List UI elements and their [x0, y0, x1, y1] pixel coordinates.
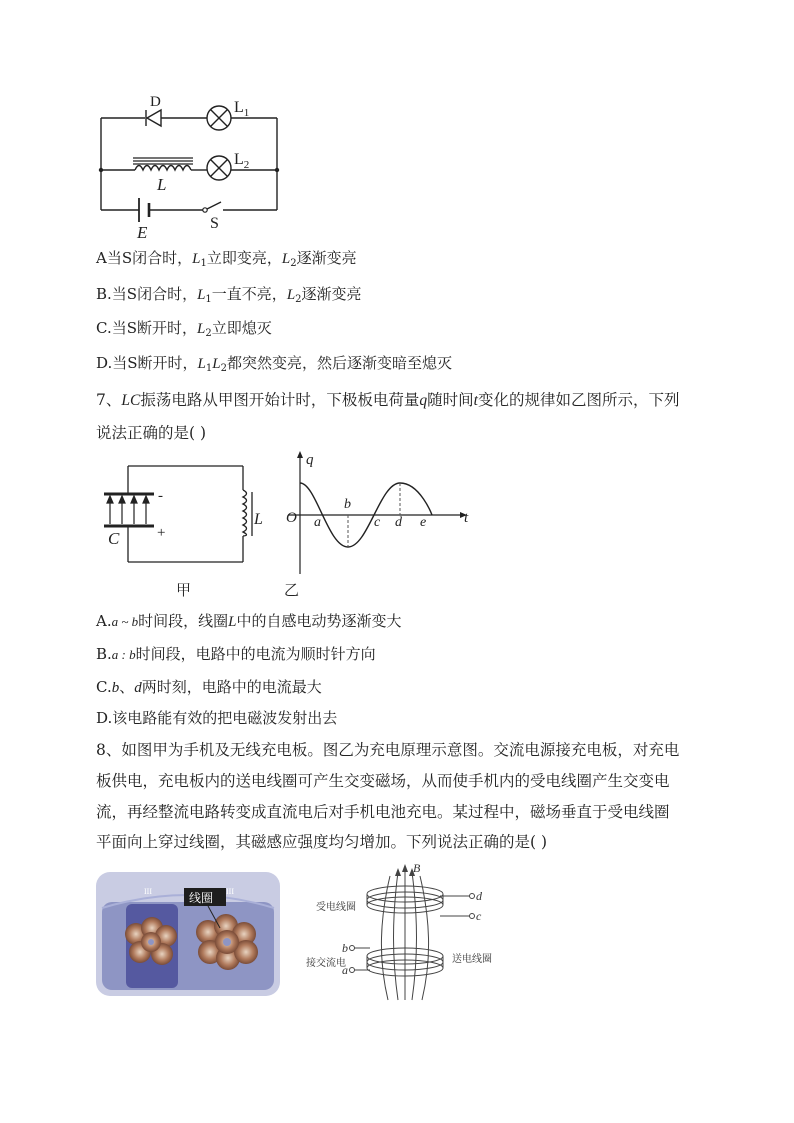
diode-label: D — [150, 94, 161, 110]
q8-stem-line2: 板供电，充电板内的送电线圈可产生交变磁场，从而使手机内的受电线圈产生交变电 — [96, 772, 670, 790]
q8-coil-schematic — [300, 858, 510, 1003]
origin-label: O — [286, 510, 297, 526]
capacitor-label: C — [108, 529, 120, 548]
q7-qt-graph — [280, 448, 480, 578]
lamp1-label: $L_1$ — [234, 99, 250, 119]
point-c-label: c — [374, 515, 381, 530]
q6-option-a[interactable]: A当S闭合时，$L_1$立即变亮，$L_2$逐渐变亮 — [96, 249, 357, 269]
q7-option-d[interactable]: D.该电路能有效的把电磁波发射出去 — [96, 709, 338, 727]
svg-text:III: III — [226, 887, 234, 896]
q-axis-label: q — [306, 452, 314, 468]
svg-text:III: III — [144, 887, 152, 896]
receive-coil-label: 受电线圈 — [316, 902, 356, 913]
lamp2-label: $L_2$ — [234, 151, 250, 171]
q7-figure-yi-caption: 乙 — [284, 581, 300, 599]
point-b-label: b — [344, 497, 351, 512]
q7-option-b[interactable]: B.a : b时间段，电路中的电流为顺时针方向 — [96, 645, 376, 663]
q7-option-c[interactable]: C.b、d两时刻，电路中的电流最大 — [96, 678, 322, 696]
q6-option-b[interactable]: B.当S闭合时，$L_1$一直不亮，$L_2$逐渐变亮 — [96, 285, 362, 305]
q8-stem-line1: 8、如图甲为手机及无线充电板。图乙为充电原理示意图。交流电源接充电板，对充电 — [96, 741, 680, 759]
q6-circuit-diagram — [95, 90, 285, 240]
b-field-label: B — [413, 861, 421, 875]
point-e-label: e — [420, 515, 427, 530]
q7-stem-line2: 说法正确的是( ) — [96, 424, 207, 442]
t-axis-label: t — [464, 510, 469, 526]
q6-option-d[interactable]: D.当S断开时，$L_1L_2$都突然变亮，然后逐渐变暗至熄灭 — [96, 354, 452, 374]
terminal-a-label: a — [342, 963, 348, 977]
terminal-c-label: c — [476, 909, 482, 923]
switch-label: S — [210, 215, 219, 232]
send-coil-label: 送电线圈 — [452, 954, 492, 965]
q7-lc-circuit-diagram — [100, 458, 270, 588]
q8-wireless-charger-photo — [96, 872, 280, 996]
q6-option-c[interactable]: C.当S断开时，$L_2$立即熄灭 — [96, 319, 272, 339]
coil-callout-label: 线圈 — [189, 891, 214, 905]
terminal-b-label: b — [342, 941, 348, 955]
inductor-label: L — [254, 511, 263, 528]
plate-plus-sign: + — [157, 525, 166, 541]
point-a-label: a — [314, 515, 321, 530]
plate-minus-sign: - — [158, 488, 163, 504]
ac-input-label: 接交流电 — [306, 958, 346, 969]
q8-stem-line3: 流，再经整流电路转变成直流电后对手机电池充电。某过程中，磁场垂直于受电线圈 — [96, 803, 670, 821]
q7-stem-line1: 7、LC振荡电路从甲图开始计时，下极板电荷量q随时间t变化的规律如乙图所示，下列 — [96, 391, 680, 409]
inductor-label: L — [157, 175, 167, 194]
point-d-label: d — [395, 515, 402, 530]
battery-label: E — [137, 223, 148, 240]
q7-figure-jia-caption: 甲 — [176, 581, 192, 599]
q8-stem-line4: 平面向上穿过线圈，其磁感应强度均匀增加。下列说法正确的是( ) — [96, 833, 548, 851]
terminal-d-label: d — [476, 889, 482, 903]
q7-option-a[interactable]: A.a ~ b时间段，线圈L中的自感电动势逐渐变大 — [96, 612, 402, 630]
